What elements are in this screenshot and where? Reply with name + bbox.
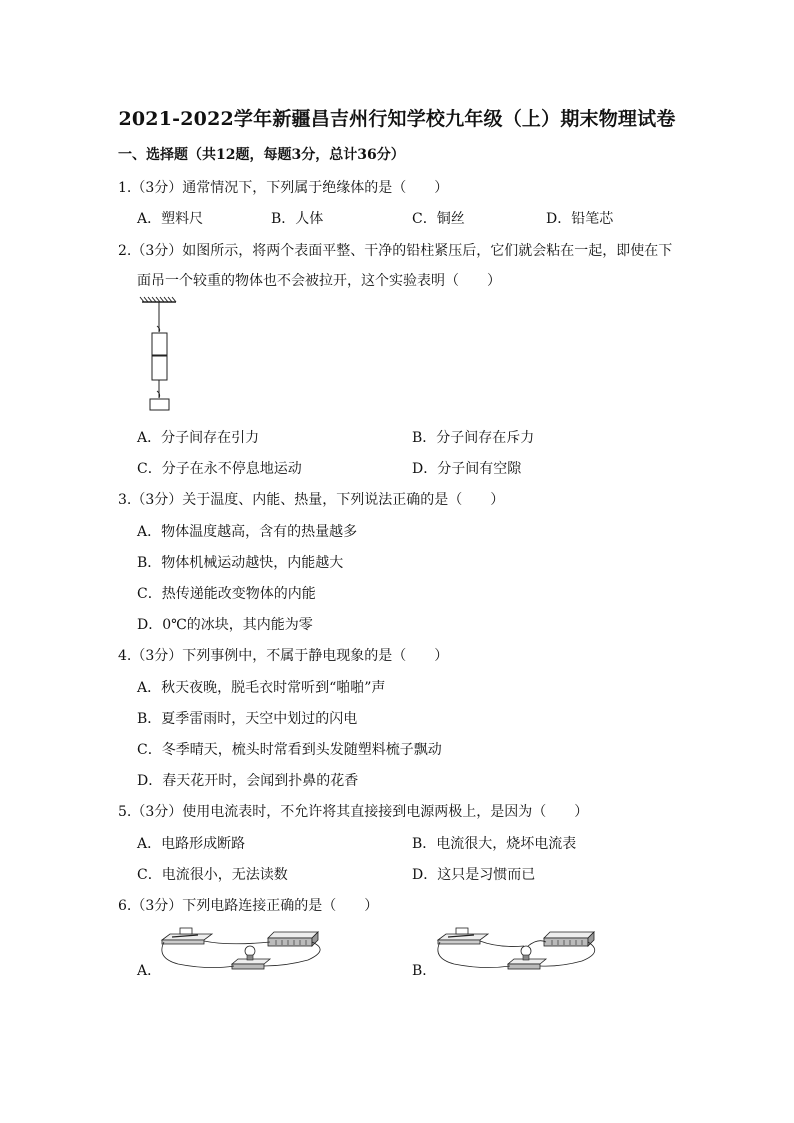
question-number: 1. [118, 180, 132, 196]
question-stem: 关于温度、内能、热量，下列说法正确的是（ ） [182, 492, 505, 508]
question-3 [118, 489, 504, 509]
question-score: （3分） [131, 492, 183, 508]
option-d: D．0℃的冰块，其内能为零 [137, 617, 313, 633]
option-b: B．夏季雷雨时，天空中划过的闪电 [137, 711, 358, 727]
question-2 [118, 240, 672, 260]
option-b: B．电流很大，烧坏电流表 [412, 836, 577, 852]
option-c: C．电流很小，无法读数 [137, 867, 288, 883]
question-stem: 通常情况下，下列属于绝缘体的是（ ） [182, 180, 449, 196]
option-d: D．春天花开时，会闻到扑鼻的花香 [137, 773, 359, 789]
question-score: （3分） [131, 180, 183, 196]
question-stem: 下列事例中，不属于静电现象的是（ ） [182, 648, 449, 664]
section-heading: 一、选择题（共12题，每题3分，总计36分） [118, 147, 405, 163]
option-c: C．分子在永不停息地运动 [137, 461, 302, 477]
question-stem: 下列电路连接正确的是（ ） [182, 898, 379, 914]
option-b: B．分子间存在斥力 [412, 430, 535, 446]
question-5 [118, 801, 588, 821]
option-b: B．物体机械运动越快，内能越大 [137, 555, 344, 571]
option-b: B． [412, 963, 437, 979]
page-title: 2021-2022学年新疆昌吉州行知学校九年级（上）期末物理试卷 [118, 108, 676, 130]
question-score: （3分） [131, 243, 183, 259]
question-6 [118, 895, 378, 915]
question-number: 4. [118, 648, 132, 664]
option-d: D．这只是习惯而已 [412, 867, 536, 883]
question-score: （3分） [131, 804, 183, 820]
option-c: C．热传递能改变物体的内能 [137, 586, 316, 602]
option-d: D．铅笔芯 [546, 211, 614, 227]
question-2-stem-continued: 面吊一个较重的物体也不会被拉开，这个实验表明（ ） [137, 273, 501, 289]
option-c: C．冬季晴天，梳头时常看到头发随塑料梳子飘动 [137, 742, 442, 758]
question-stem: 使用电流表时，不允许将其直接接到电源两极上，是因为（ ） [182, 804, 589, 820]
option-c: C．铜丝 [412, 211, 465, 227]
question-number: 5. [118, 804, 132, 820]
option-a: A． [137, 963, 162, 979]
lead-cylinders-figure [140, 296, 190, 416]
question-1 [118, 177, 448, 197]
option-a: A．物体温度越高，含有的热量越多 [137, 524, 358, 540]
question-number: 2. [118, 243, 132, 259]
question-number: 3. [118, 492, 132, 508]
question-score: （3分） [131, 898, 183, 914]
option-a: A．塑料尺 [137, 211, 204, 227]
question-number: 6. [118, 898, 132, 914]
circuit-figure-a [158, 924, 334, 974]
option-b: B．人体 [271, 211, 324, 227]
option-a: A．电路形成断路 [137, 836, 246, 852]
question-stem: 如图所示，将两个表面平整、干净的铅柱紧压后，它们就会粘在一起，即使在下 [182, 243, 673, 259]
question-4 [118, 645, 448, 665]
circuit-figure-b [434, 924, 610, 974]
option-d: D．分子间有空隙 [412, 461, 522, 477]
question-score: （3分） [131, 648, 183, 664]
option-a: A．秋天夜晚，脱毛衣时常听到“啪啪”声 [137, 680, 386, 696]
option-a: A．分子间存在引力 [137, 430, 260, 446]
